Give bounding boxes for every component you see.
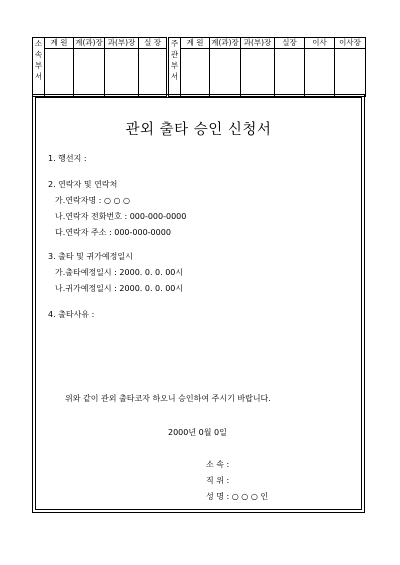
signature-cell[interactable] xyxy=(74,49,105,97)
header-office-head: 실장 xyxy=(275,38,305,49)
request-statement: 위와 같이 관외 출타코자 하오니 승인하여 주시기 바랍니다. xyxy=(65,394,271,403)
affiliation-label: 소 속 : xyxy=(206,460,230,469)
name-signature-label: 성 명 : ○ ○ ○ 인 xyxy=(206,492,269,501)
return-datetime-field: 나.귀가예정일시 : 2000. 0. 0. 00시 xyxy=(55,284,184,293)
position-label: 직 위 : xyxy=(206,476,230,485)
contact-phone-field: 나.연락자 전화번호 : 000-000-0000 xyxy=(55,212,187,221)
signature-cell[interactable] xyxy=(105,49,139,97)
signature-cell[interactable] xyxy=(210,49,241,97)
header-staff: 계 원 xyxy=(45,38,74,49)
header-director: 이사 xyxy=(305,38,335,49)
destination-label: 1. 행선지 : xyxy=(48,154,87,163)
signature-cell[interactable] xyxy=(305,49,335,97)
approval-side-label: 소 속 부 서 xyxy=(33,38,45,97)
signature-cell[interactable] xyxy=(45,49,74,97)
document-title: 관외 출타 승인 신청서 xyxy=(125,122,272,138)
approval-side-label: 주 관 부 서 xyxy=(169,38,181,97)
approval-table-managing-dept xyxy=(168,37,366,97)
approval-table-affiliated-dept xyxy=(32,37,167,97)
header-section-chief: 계(과)장 xyxy=(75,38,103,47)
header-office-head: 실 장 xyxy=(139,38,167,49)
header-dept-head: 과(부)장 xyxy=(105,38,139,49)
header-dept-head: 과(부)장 xyxy=(241,38,275,49)
signature-cell[interactable] xyxy=(335,49,366,97)
contact-address-field: 다.연락자 주소 : 000-000-0000 xyxy=(55,228,171,237)
contact-section-heading: 2. 연락자 및 연락처 xyxy=(48,180,118,189)
signature-cell[interactable] xyxy=(139,49,167,97)
header-section-chief: 계(과)장 xyxy=(211,38,239,47)
reason-label: 4. 출타사유 : xyxy=(48,310,95,319)
signature-cell[interactable] xyxy=(181,49,210,97)
application-date: 2000년 0월 0일 xyxy=(168,428,227,437)
signature-cell[interactable] xyxy=(241,49,275,97)
departure-datetime-field: 가.출타예정일시 : 2000. 0. 0. 00시 xyxy=(55,268,184,277)
document-body xyxy=(35,97,362,510)
signature-cell[interactable] xyxy=(275,49,305,97)
schedule-section-heading: 3. 출타 및 귀가예정일시 xyxy=(48,252,133,261)
header-chairman: 이사장 xyxy=(335,38,366,49)
contact-name-field: 가.연락자명 : ○ ○ ○ xyxy=(55,196,130,205)
header-staff: 계 원 xyxy=(181,38,210,49)
document-frame xyxy=(32,94,365,513)
